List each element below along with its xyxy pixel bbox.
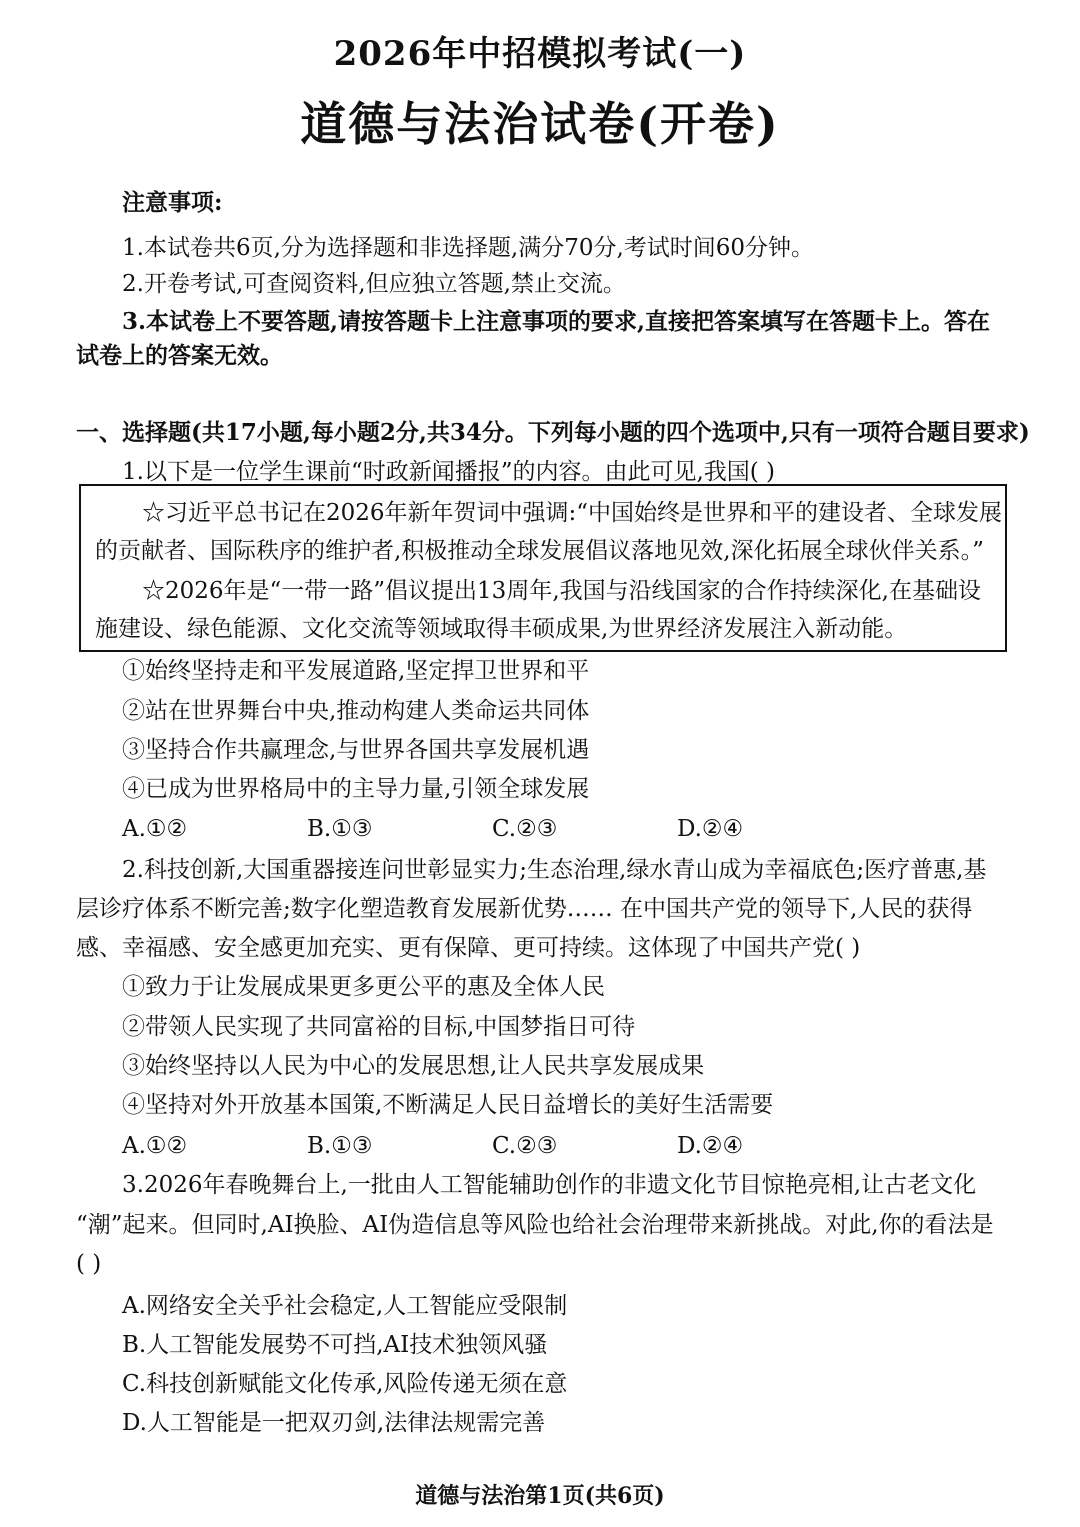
q2-statement: ②带领人民实现了共同富裕的目标,中国梦指日可待	[122, 1014, 636, 1040]
question-1-stem: 1.以下是一位学生课前“时政新闻播报”的内容。由此可见,我国( )	[122, 459, 776, 485]
q1-choice-b: B.①③	[307, 816, 373, 842]
q3-choice-b: B.人工智能发展势不可挡,AI技术独领风骚	[122, 1332, 548, 1358]
notice-item: 3.本试卷上不要答题,请按答题卡上注意事项的要求,直接把答案填写在答题卡上。答在	[122, 308, 991, 335]
notice-heading: 注意事项:	[122, 189, 223, 216]
news-box-line: ☆2026年是“一带一路”倡议提出13周年,我国与沿线国家的合作持续深化,在基础设	[142, 578, 981, 604]
q2-statement: ③始终坚持以人民为中心的发展思想,让人民共享发展成果	[122, 1053, 705, 1079]
q1-statement: ①始终坚持走和平发展道路,坚定捍卫世界和平	[122, 658, 590, 684]
q1-statement: ④已成为世界格局中的主导力量,引领全球发展	[122, 776, 590, 802]
news-box-line: 的贡献者、国际秩序的维护者,积极推动全球发展倡议落地见效,深化拓展全球伙伴关系。”	[95, 538, 984, 564]
q1-choice-d: D.②④	[677, 816, 744, 842]
q3-choice-a: A.网络安全关乎社会稳定,人工智能应受限制	[122, 1293, 568, 1319]
q2-statement: ①致力于让发展成果更多更公平的惠及全体人民	[122, 974, 605, 1000]
q3-choice-d: D.人工智能是一把双刃剑,法律法规需完善	[122, 1410, 546, 1436]
question-3-stem: 3.2026年春晚舞台上,一批由人工智能辅助创作的非遗文化节目惊艳亮相,让古老文化	[122, 1172, 977, 1198]
q1-choice-c: C.②③	[492, 816, 558, 842]
section-heading: 一、选择题(共17小题,每小题2分,共34分。下列每小题的四个选项中,只有一项符合题目要求)	[76, 419, 1030, 446]
page-footer: 道德与法治第1页(共6页)	[415, 1483, 665, 1509]
exam-title: 2026年中招模拟考试(一)	[333, 34, 747, 74]
q1-statement: ③坚持合作共赢理念,与世界各国共享发展机遇	[122, 737, 590, 763]
q1-choice-a: A.①②	[122, 816, 188, 842]
question-2-stem: 2.科技创新,大国重器接连问世彰显实力;生态治理,绿水青山成为幸福底色;医疗普惠,基	[122, 857, 987, 883]
question-2-stem: 层诊疗体系不断完善;数字化塑造教育发展新优势…… 在中国共产党的领导下,人民的获得	[76, 896, 973, 922]
q2-choice-a: A.①②	[122, 1133, 188, 1159]
notice-item: 1.本试卷共6页,分为选择题和非选择题,满分70分,考试时间60分钟。	[122, 235, 815, 261]
news-box-line: ☆习近平总书记在2026年新年贺词中强调:“中国始终是世界和平的建设者、全球发展	[142, 500, 1003, 526]
q2-statement: ④坚持对外开放基本国策,不断满足人民日益增长的美好生活需要	[122, 1092, 774, 1118]
q1-statement: ②站在世界舞台中央,推动构建人类命运共同体	[122, 698, 590, 724]
q2-choice-d: D.②④	[677, 1133, 744, 1159]
notice-item-continued: 试卷上的答案无效。	[76, 342, 283, 369]
q2-choice-b: B.①③	[307, 1133, 373, 1159]
subject-title: 道德与法治试卷(开卷)	[300, 97, 780, 151]
question-3-stem: ( )	[76, 1251, 102, 1277]
notice-item: 2.开卷考试,可查阅资料,但应独立答题,禁止交流。	[122, 271, 626, 297]
news-box-line: 施建设、绿色能源、文化交流等领域取得丰硕成果,为世界经济发展注入新动能。	[95, 616, 908, 642]
question-2-stem: 感、幸福感、安全感更加充实、更有保障、更可持续。这体现了中国共产党( )	[76, 935, 861, 961]
q3-choice-c: C.科技创新赋能文化传承,风险传递无须在意	[122, 1371, 568, 1397]
q2-choice-c: C.②③	[492, 1133, 558, 1159]
question-3-stem: “潮”起来。但同时,AI换脸、AI伪造信息等风险也给社会治理带来新挑战。对此,你的看法是	[76, 1212, 994, 1238]
